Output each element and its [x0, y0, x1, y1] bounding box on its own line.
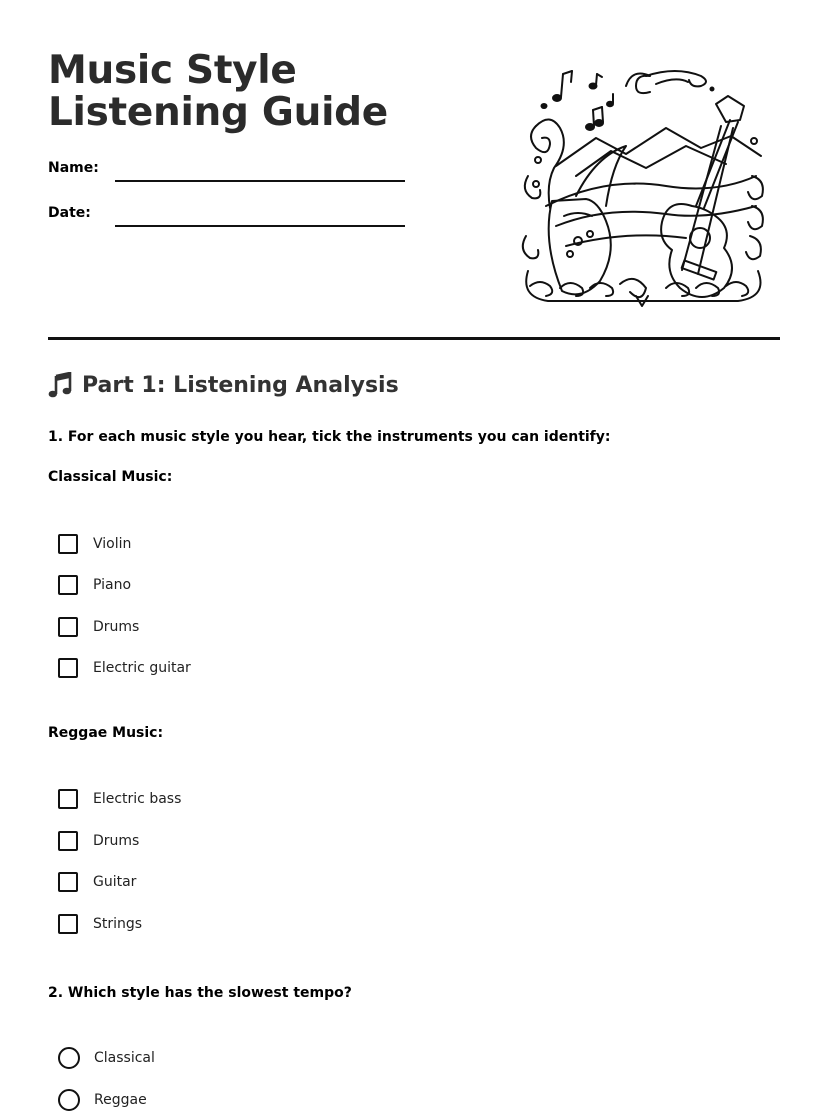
checkbox-option[interactable]: [58, 829, 139, 853]
option-label: Guitar: [93, 874, 137, 890]
option-label: Drums: [93, 619, 140, 635]
checkbox-option[interactable]: [58, 532, 131, 556]
checkbox[interactable]: [58, 831, 78, 851]
checkbox[interactable]: [58, 658, 78, 678]
music-note-icon: [48, 372, 72, 398]
option-label: Drums: [93, 833, 140, 849]
option-label: Strings: [93, 916, 143, 932]
part1-title: [48, 372, 399, 398]
radio-button[interactable]: [58, 1089, 80, 1111]
option-label: Violin: [93, 536, 132, 552]
radio-option[interactable]: [58, 1046, 155, 1070]
date-label: Date:: [48, 205, 91, 221]
date-field[interactable]: [48, 205, 408, 235]
checkbox[interactable]: [58, 914, 78, 934]
checkbox[interactable]: [58, 575, 78, 595]
checkbox-option[interactable]: [58, 656, 191, 680]
date-input-line[interactable]: [115, 225, 405, 227]
question-1: 1. For each music style you hear, tick the instruments you can identify:: [48, 429, 611, 445]
checkbox-option[interactable]: [58, 787, 181, 811]
option-label: Reggae: [94, 1092, 147, 1108]
classical-music-label: Classical Music:: [48, 469, 173, 485]
checkbox[interactable]: [58, 789, 78, 809]
checkbox-option[interactable]: [58, 912, 142, 936]
reggae-music-label: Reggae Music:: [48, 725, 164, 741]
name-input-line[interactable]: [115, 180, 405, 182]
option-label: Electric bass: [93, 791, 182, 807]
music-instruments-illustration: [516, 56, 772, 312]
checkbox[interactable]: [58, 617, 78, 637]
checkbox[interactable]: [58, 872, 78, 892]
option-label: Classical: [94, 1050, 155, 1066]
radio-button[interactable]: [58, 1047, 80, 1069]
page-title: Music Style Listening Guide: [48, 48, 388, 135]
header-divider: [48, 337, 780, 340]
name-label: Name:: [48, 160, 99, 176]
checkbox[interactable]: [58, 534, 78, 554]
wind-swirl-icon: [626, 71, 714, 93]
checkbox-option[interactable]: [58, 615, 139, 639]
checkbox-option[interactable]: [58, 573, 131, 597]
option-label: Piano: [93, 577, 132, 593]
question-2: 2. Which style has the slowest tempo?: [48, 985, 352, 1001]
name-field[interactable]: [48, 160, 408, 190]
guitar-icon: [661, 96, 757, 297]
option-label: Electric guitar: [93, 660, 191, 676]
radio-option[interactable]: [58, 1088, 147, 1112]
checkbox-option[interactable]: [58, 870, 136, 894]
part1-title-text: Part 1: Listening Analysis: [82, 372, 399, 398]
